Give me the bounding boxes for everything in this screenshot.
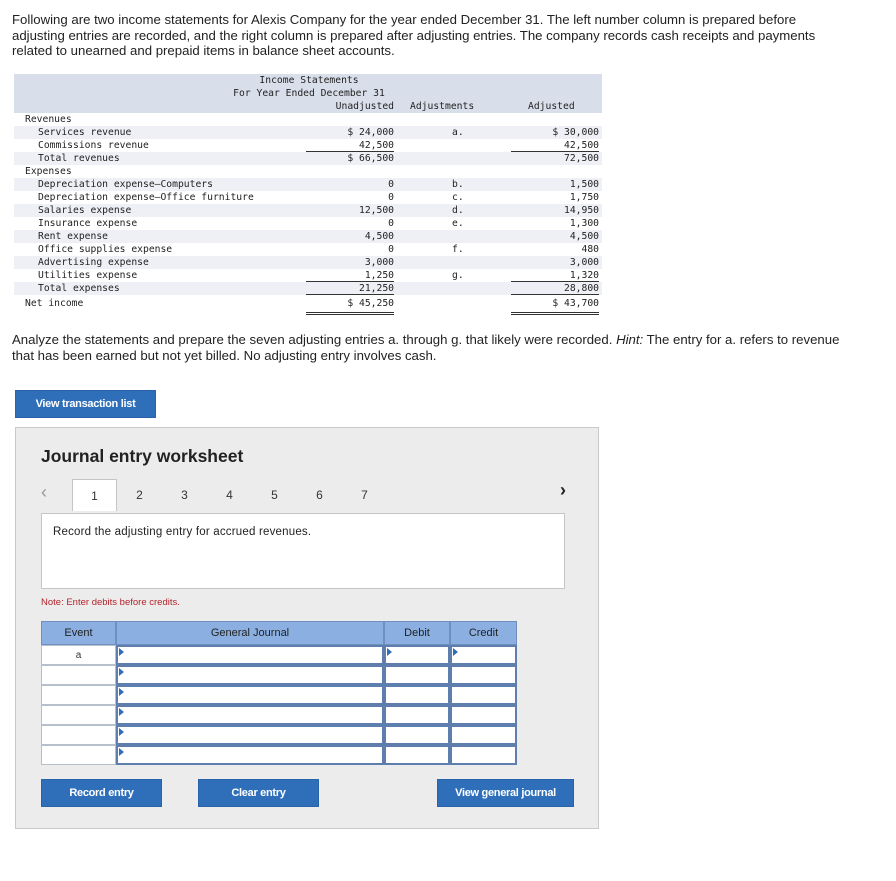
col-adjusted: Adjusted [528,101,575,112]
header-debit: Debit [384,621,450,645]
unadjusted-value: 1,250 [304,269,394,282]
unadjusted-value: 12,500 [359,205,394,216]
event-cell [41,725,116,745]
adjusted-value: 3,000 [569,257,599,268]
journal-row [41,705,517,725]
view-general-journal-button[interactable]: View general journal [437,779,574,807]
adjusted-value: $ 30,000 [552,127,599,138]
adjusted-value: 1,320 [509,269,599,282]
record-entry-button[interactable]: Record entry [41,779,162,807]
statement-column-header-row [14,100,602,113]
expense-row [14,256,602,269]
account-select[interactable] [116,645,384,665]
revenues-header-row [14,113,602,126]
row-label: Total expenses [38,283,120,294]
row-label: Office supplies expense [38,244,173,255]
event-cell [41,685,116,705]
unadjusted-value: 21,250 [304,282,394,295]
page-tab-1[interactable]: 1 [72,479,117,511]
analyze-text: Analyze the statements and prepare the seven adjusting entries a. through g. that likely were recorded. [12,332,613,347]
page-tab-4[interactable]: 4 [226,488,233,502]
adjustment-ref: g. [452,270,464,281]
adjusted-value: 42,500 [509,139,599,152]
expense-row [14,269,602,282]
adjustment-ref: e. [452,218,464,229]
row-label: Total revenues [38,153,120,164]
adjusted-value: 1,500 [569,179,599,190]
adjustment-ref: f. [452,244,464,255]
row-label: Advertising expense [38,257,149,268]
event-cell [41,665,116,685]
row-label: Services revenue [38,127,132,138]
debit-input[interactable] [384,745,450,765]
account-select[interactable] [116,745,384,765]
page-tab-7[interactable]: 7 [361,488,368,502]
hint-label: Hint: [616,332,644,347]
unadjusted-value: 42,500 [304,139,394,152]
row-label: Salaries expense [38,205,132,216]
dropdown-marker-icon [119,648,124,656]
expenses-header-row [14,165,602,178]
header-credit: Credit [450,621,517,645]
chevron-left-icon[interactable]: ‹ [41,482,47,502]
statement-title-row [14,74,602,87]
debit-input[interactable] [384,685,450,705]
adjusted-value: 1,300 [569,218,599,229]
page-tab-3[interactable]: 3 [181,488,188,502]
analyze-instructions [12,332,852,363]
clear-entry-button[interactable]: Clear entry [198,779,319,807]
page-tab-5[interactable]: 5 [271,488,278,502]
dropdown-marker-icon [119,668,124,676]
adjustment-ref: c. [452,192,464,203]
row-label: Depreciation expense—Office furniture [38,192,254,203]
adjusted-value: 14,950 [564,205,599,216]
statement-title: Income Statements [259,75,359,86]
row-label: Insurance expense [38,218,138,229]
adjusted-value: 72,500 [564,153,599,164]
debit-credit-note: Note: Enter debits before credits. [41,597,180,608]
expense-row [14,217,602,230]
services-revenue-row [14,126,602,139]
header-event: Event [41,621,116,645]
col-unadjusted: Unadjusted [335,101,394,112]
adjustment-ref: d. [452,205,464,216]
col-adjustments: Adjustments [410,101,475,112]
event-cell: a [41,645,116,665]
event-cell [41,705,116,725]
expenses-label: Expenses [25,166,72,177]
expense-row [14,230,602,243]
unadjusted-value: 4,500 [364,231,394,242]
dropdown-marker-icon [453,648,458,656]
row-label: Rent expense [38,231,108,242]
income-statement-table [14,74,602,312]
net-income-row [14,295,602,312]
credit-input[interactable] [450,705,517,725]
journal-row [41,665,517,685]
event-cell [41,745,116,765]
journal-row [41,725,517,745]
debit-input[interactable] [384,645,450,665]
commissions-revenue-row [14,139,602,152]
credit-input[interactable] [450,745,517,765]
dropdown-marker-icon [119,748,124,756]
entry-instruction: Record the adjusting entry for accrued revenues. [41,513,565,589]
credit-input[interactable] [450,665,517,685]
page-tab-6[interactable]: 6 [316,488,323,502]
dropdown-marker-icon [387,648,392,656]
debit-input[interactable] [384,725,450,745]
row-label: Utilities expense [38,270,138,281]
adjustment-ref: b. [452,179,464,190]
row-label: Depreciation expense—Computers [38,179,213,190]
row-label: Net income [25,298,84,309]
account-select[interactable] [116,685,384,705]
hint-text: The entry for a. refers to revenue that has been earned but not yet billed. No adjusting entry involves cash. [12,332,840,363]
unadjusted-value: 0 [388,218,394,229]
unadjusted-value: $ 24,000 [347,127,394,138]
credit-input[interactable] [450,645,517,665]
total-expenses-row [14,282,602,295]
unadjusted-value: 0 [388,244,394,255]
total-revenues-row [14,152,602,165]
header-general-journal: General Journal [116,621,384,645]
chevron-right-icon[interactable]: › [560,480,566,500]
account-select[interactable] [116,665,384,685]
revenues-label: Revenues [25,114,72,125]
journal-row [41,685,517,705]
debit-input[interactable] [384,705,450,725]
statement-subtitle-row [14,87,602,100]
unadjusted-value: $ 66,500 [347,153,394,164]
journal-table [41,621,517,765]
expense-row [14,204,602,217]
adjusted-value: 28,800 [509,282,599,295]
journal-row [41,745,517,765]
credit-input[interactable] [450,725,517,745]
account-select[interactable] [116,705,384,725]
unadjusted-value: 0 [388,179,394,190]
dropdown-marker-icon [119,708,124,716]
account-select[interactable] [116,725,384,745]
adjusted-value: $ 43,700 [509,295,599,312]
page-tab-2[interactable]: 2 [136,488,143,502]
unadjusted-value: $ 45,250 [304,295,394,312]
journal-header-row [41,621,517,645]
worksheet-title: Journal entry worksheet [41,446,244,466]
row-label: Commissions revenue [38,140,149,151]
view-transaction-list-button[interactable]: View transaction list [15,390,156,418]
statement-subtitle: For Year Ended December 31 [233,88,385,99]
journal-entry-worksheet [15,427,599,829]
dropdown-marker-icon [119,688,124,696]
adjusted-value: 1,750 [569,192,599,203]
adjusted-value: 480 [581,244,599,255]
dropdown-marker-icon [119,728,124,736]
expense-row [14,243,602,256]
adjustment-ref: a. [452,127,464,138]
worksheet-pagination [72,479,387,511]
credit-input[interactable] [450,685,517,705]
intro-text: Following are two income statements for Alexis Company for the year ended December 31. The left number column is prepared before adjusting entries are recorded, and the right column is prepared after adjusting entries. The company records cash receipts and payments related to unearned and prepaid items in balance sheet accounts. [12,12,816,59]
unadjusted-value: 3,000 [364,257,394,268]
debit-input[interactable] [384,665,450,685]
journal-row [41,645,517,665]
expense-row [14,178,602,191]
adjusted-value: 4,500 [569,231,599,242]
unadjusted-value: 0 [388,192,394,203]
expense-row [14,191,602,204]
